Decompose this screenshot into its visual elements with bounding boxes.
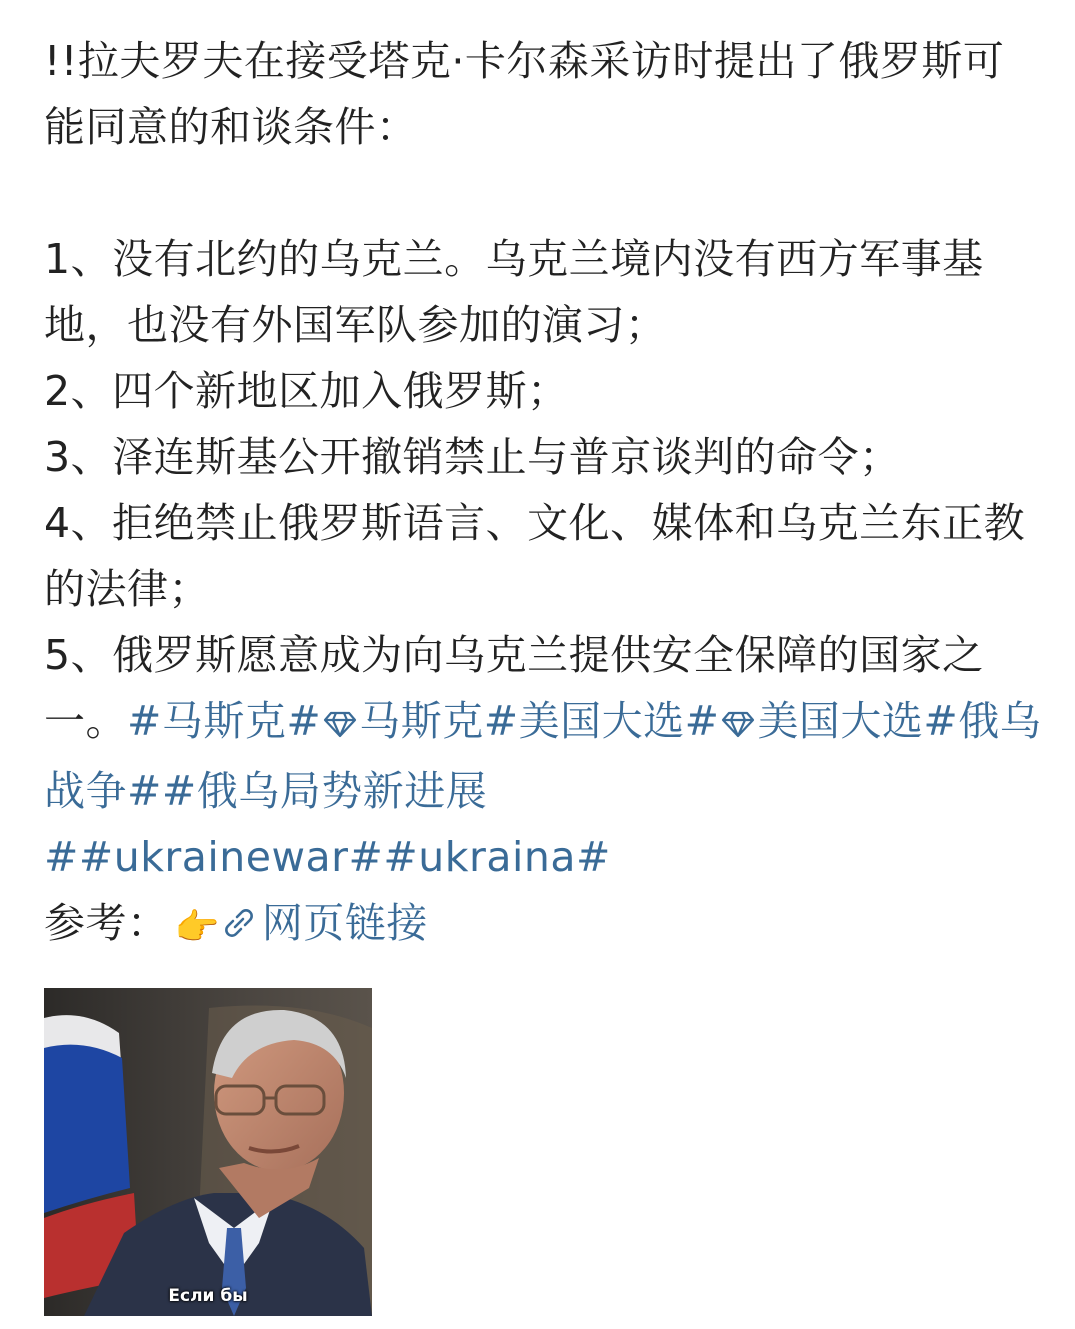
hashtag-ukrainewar[interactable]: ##ukrainewar##ukraina# bbox=[44, 833, 611, 881]
hashtag-us-election-super[interactable]: 美国大选# bbox=[757, 697, 959, 745]
post-body bbox=[44, 28, 1044, 961]
condition-5: 5、俄罗斯愿意成为向乌克兰提供安全保障的国家之一。 bbox=[44, 631, 984, 745]
weibo-post bbox=[44, 28, 1044, 961]
reference-label: 参考： bbox=[44, 899, 169, 947]
paragraph-gap bbox=[44, 160, 1044, 226]
diamond-icon bbox=[721, 692, 755, 758]
pointing-hand-icon: 👉 bbox=[174, 907, 220, 948]
video-subtitle: Если бы bbox=[168, 1286, 248, 1306]
reference-line bbox=[44, 890, 1044, 961]
condition-2: 2、四个新地区加入俄罗斯； bbox=[44, 367, 569, 415]
link-icon bbox=[220, 894, 258, 960]
post-intro: !!拉夫罗夫在接受塔克·卡尔森采访时提出了俄罗斯可能同意的和谈条件： bbox=[44, 37, 1005, 151]
hashtag-russia-ukraine-progress[interactable]: #俄乌局势新进展 bbox=[161, 767, 488, 815]
hashtag-musk-super[interactable]: 马斯克# bbox=[359, 697, 519, 745]
video-thumbnail[interactable] bbox=[44, 988, 372, 1316]
hashtag-us-election[interactable]: 美国大选# bbox=[518, 697, 720, 745]
condition-5-with-tags bbox=[44, 622, 1044, 824]
condition-1: 1、没有北约的乌克兰。乌克兰境内没有西方军事基地，也没有外国军队参加的演习； bbox=[44, 235, 984, 349]
diamond-icon bbox=[323, 692, 357, 758]
condition-3: 3、泽连斯基公开撤销禁止与普京谈判的命令； bbox=[44, 433, 901, 481]
video-frame-illustration bbox=[44, 988, 372, 1316]
condition-4: 4、拒绝禁止俄罗斯语言、文化、媒体和乌克兰东正教的法律； bbox=[44, 499, 1026, 613]
hashtag-musk[interactable]: #马斯克# bbox=[127, 697, 322, 745]
web-link[interactable]: 网页链接 bbox=[261, 899, 428, 947]
hashtag-russia-ukraine-war[interactable]: 俄乌战争# bbox=[44, 697, 1042, 815]
